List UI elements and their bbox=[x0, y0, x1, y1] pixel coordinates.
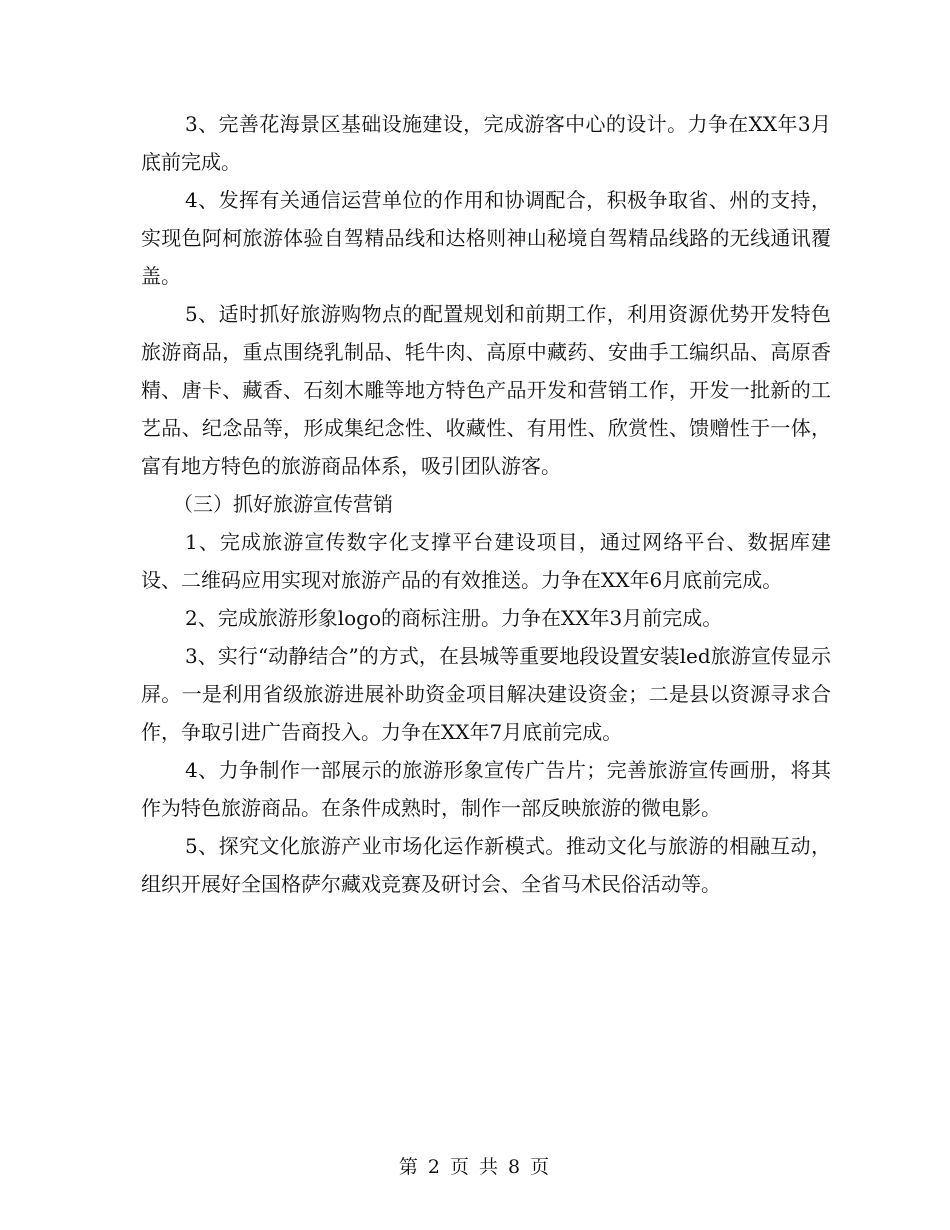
document-body bbox=[141, 105, 831, 903]
paragraph-item-4-telecom: 4、发挥有关通信运营单位的作用和协调配合，积极争取省、州的支持，实现色阿柯旅游体验自驾精品线和达格则神山秘境自驾精品线路的无线通讯覆盖。 bbox=[141, 188, 831, 288]
section-heading-marketing: （三）抓好旅游宣传营销 bbox=[173, 492, 393, 516]
paragraph-item-1-digital-platform: 1、完成旅游宣传数字化支撑平台建设项目，通过网络平台、数据库建设、二维码应用实现对旅游产品的有效推送。力争在XX年6月底前完成。 bbox=[141, 530, 831, 592]
paragraph-item-2-logo: 2、完成旅游形象logo的商标注册。力争在XX年3月前完成。 bbox=[185, 606, 723, 630]
paragraph-item-3-facilities: 3、完善花海景区基础设施建设，完成游客中心的设计。力争在XX年3月底前完成。 bbox=[141, 112, 831, 174]
paragraph-item-3-led-screens: 3、实行“动静结合”的方式，在县城等重要地段设置安装led旅游宣传显示屏。一是利用省级旅游进展补助资金项目解决建设资金；二是县以资源寻求合作，争取引进广告商投入。力争在XX年7月底前完成。 bbox=[141, 644, 831, 744]
page-number-footer: 第 2 页 共 8 页 bbox=[398, 1156, 552, 1178]
paragraph-item-5-shopping: 5、适时抓好旅游购物点的配置规划和前期工作，利用资源优势开发特色旅游商品，重点围绕乳制品、牦牛肉、高原中藏药、安曲手工编织品、高原香精、唐卡、藏香、石刻木雕等地方特色产品开发和营销工作，开发一批新的工艺品、纪念品等，形成集纪念性、收藏性、有用性、欣赏性、馈赠性于一体，富有地方特色的旅游商品体系，吸引团队游客。 bbox=[141, 302, 831, 478]
paragraph-item-4-promo-film: 4、力争制作一部展示的旅游形象宣传广告片；完善旅游宣传画册，将其作为特色旅游商品。在条件成熟时，制作一部反映旅游的微电影。 bbox=[141, 758, 831, 820]
paragraph-item-5-culture-tourism: 5、探究文化旅游产业市场化运作新模式。推动文化与旅游的相融互动，组织开展好全国格萨尔藏戏竞赛及研讨会、全省马术民俗活动等。 bbox=[141, 834, 831, 896]
